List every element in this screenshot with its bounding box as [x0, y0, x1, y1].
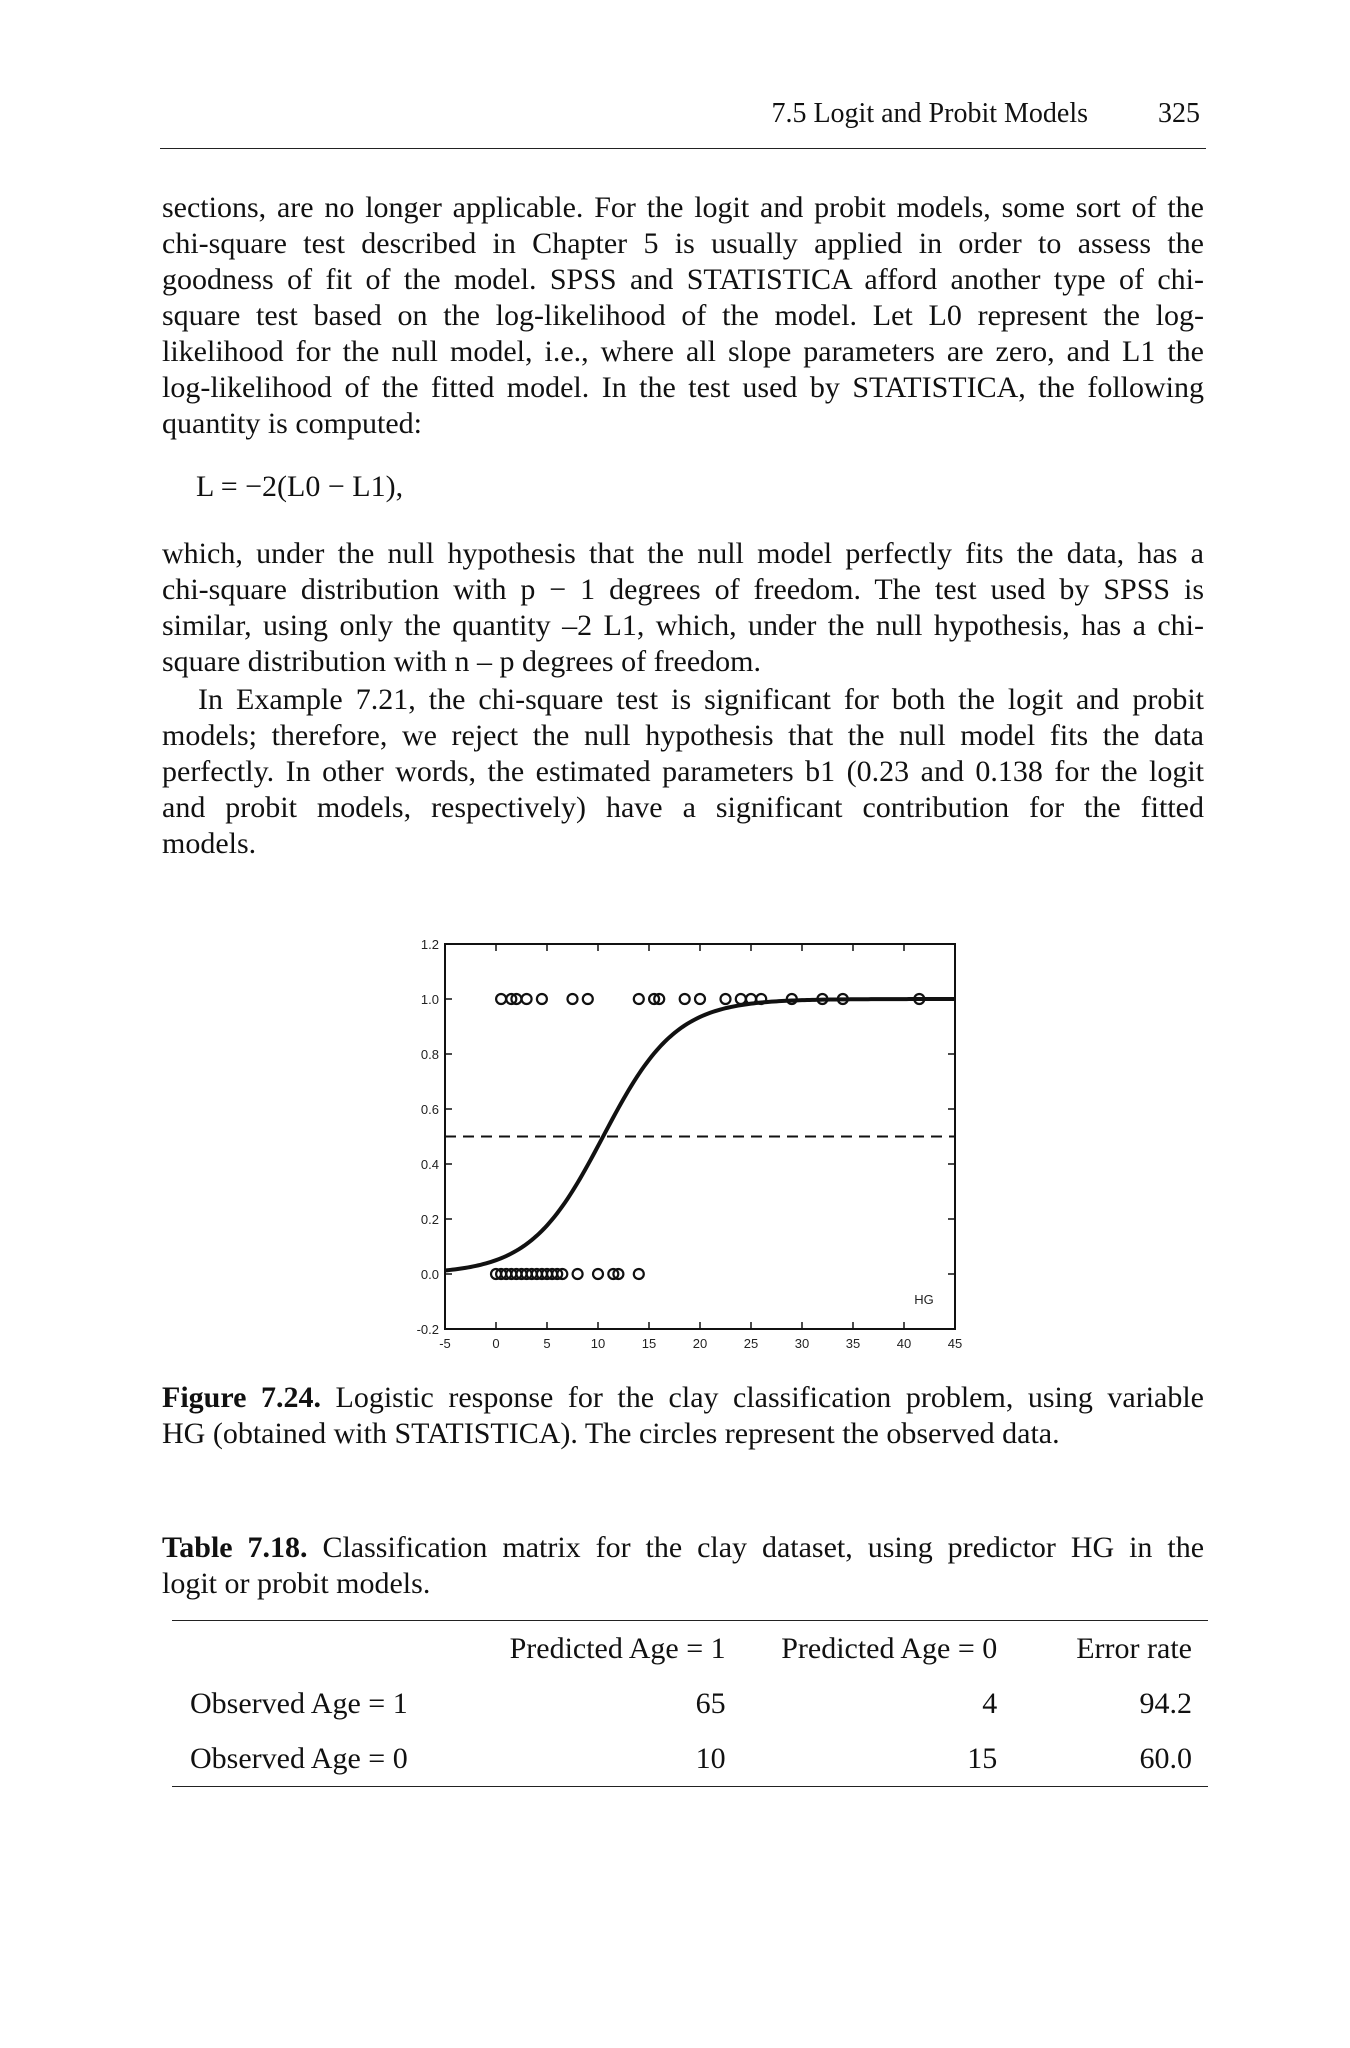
- data-point: [522, 994, 532, 1004]
- data-point: [593, 1269, 603, 1279]
- text-line: square distribution with n – p degrees of freedom.: [162, 645, 762, 678]
- data-point: [568, 994, 578, 1004]
- x-tick-label: 35: [845, 1336, 861, 1351]
- y-tick-label: 0.6: [420, 1102, 439, 1117]
- table-label: Table 7.18.: [162, 1531, 308, 1564]
- data-point: [721, 994, 731, 1004]
- x-tick-labels: [439, 1336, 962, 1351]
- table-cell: 94.2: [1139, 1686, 1192, 1720]
- table-header-row: [172, 1621, 1208, 1677]
- x-tick-label: 20: [692, 1336, 708, 1351]
- text-line: chi-square distribution with p − 1 degrees of freedom. The test used by SPSS is: [162, 573, 1204, 606]
- x-tick-label: 30: [794, 1336, 810, 1351]
- text-line: chi-square test described in Chapter 5 is usually applied in order to assess the: [162, 227, 1204, 260]
- classification-table-wrap: [172, 1620, 1208, 1787]
- text-line: sections, are no longer applicable. For the logit and probit models, some sort of the: [162, 191, 1204, 224]
- header-cell: Predicted Age = 0: [781, 1631, 998, 1665]
- data-point: [680, 994, 690, 1004]
- text-line: models; therefore, we reject the null hypothesis that the null model fits the data: [162, 719, 1204, 752]
- data-point: [695, 994, 705, 1004]
- data-point: [496, 994, 506, 1004]
- text-line: perfectly. In other words, the estimated parameters b1 (0.23 and 0.138 for the logit: [162, 755, 1204, 788]
- caption-text: HG (obtained with STATISTICA). The circles represent the observed data.: [162, 1417, 1060, 1450]
- logistic-curve: [445, 999, 955, 1270]
- y-tick-label: 0.8: [420, 1047, 439, 1062]
- figure-label: Figure 7.24.: [162, 1381, 321, 1414]
- x-tick-label: 5: [543, 1336, 551, 1351]
- x-tick-label: 10: [590, 1336, 606, 1351]
- data-point: [537, 994, 547, 1004]
- text-line: which, under the null hypothesis that the null model perfectly fits the data, has a: [162, 537, 1204, 570]
- data-point: [573, 1269, 583, 1279]
- data-point: [583, 994, 593, 1004]
- table-cell: 15: [967, 1741, 998, 1775]
- y-tick-label: 0.4: [420, 1157, 439, 1172]
- text-line: log-likelihood of the fitted model. In the test used by STATISTICA, the following: [162, 371, 1204, 404]
- text-line: goodness of fit of the model. SPSS and STATISTICA afford another type of chi-: [162, 263, 1204, 296]
- y-tick-label: 1.2: [420, 937, 439, 952]
- table-cell: 4: [982, 1686, 998, 1720]
- table-cell: 60.0: [1139, 1741, 1192, 1775]
- equation: L = −2(L0 − L1),: [196, 470, 404, 503]
- text-line: likelihood for the null model, i.e., where all slope parameters are zero, and L1 the: [162, 335, 1204, 368]
- x-tick-label: 0: [492, 1336, 500, 1351]
- x-tick-label: 45: [947, 1336, 963, 1351]
- row-label: Observed Age = 0: [190, 1741, 408, 1775]
- text-line: In Example 7.21, the chi-square test is significant for both the logit and probit: [198, 683, 1204, 716]
- data-point: [736, 994, 746, 1004]
- figure-caption: [162, 1380, 1204, 1452]
- text-line: and probit models, respectively) have a significant contribution for the fitted: [162, 791, 1204, 824]
- caption-text: logit or probit models.: [162, 1567, 431, 1600]
- table-cell: 65: [695, 1686, 726, 1720]
- y-tick-labels: [417, 937, 439, 1337]
- x-axis-label: HG: [914, 1292, 934, 1307]
- x-tick-label: 25: [743, 1336, 759, 1351]
- classification-matrix: [172, 1620, 1208, 1787]
- y-tick-label: 1.0: [420, 992, 439, 1007]
- data-point: [634, 994, 644, 1004]
- data-point: [634, 1269, 644, 1279]
- text-line: similar, using only the quantity –2 L1, which, under the null hypothesis, has a chi-: [162, 609, 1204, 642]
- table-row: [172, 1731, 1208, 1787]
- text-line: models.: [162, 827, 257, 860]
- header-cell: Error rate: [1076, 1631, 1192, 1665]
- x-tick-label: 40: [896, 1336, 912, 1351]
- text-line: quantity is computed:: [162, 407, 422, 440]
- table-caption: [162, 1530, 1204, 1602]
- row-label: Observed Age = 1: [190, 1686, 408, 1720]
- x-tick-label: 15: [641, 1336, 657, 1351]
- x-tick-label: -5: [439, 1336, 451, 1351]
- table-row: [172, 1676, 1208, 1731]
- table-cell: 10: [695, 1741, 726, 1775]
- y-tick-label: 0.0: [420, 1267, 439, 1282]
- running-title: 7.5 Logit and Probit Models: [771, 98, 1088, 129]
- header-cell: [172, 1621, 464, 1677]
- page-number: 325: [1158, 98, 1200, 129]
- header-cell: Predicted Age = 1: [509, 1631, 726, 1665]
- y-tick-label: -0.2: [416, 1322, 439, 1337]
- text-line: square test based on the log-likelihood of the model. Let L0 represent the log-: [162, 299, 1204, 332]
- caption-text: Logistic response for the clay classification problem, using variable: [320, 1381, 1204, 1414]
- y-tick-label: 0.2: [420, 1212, 439, 1227]
- caption-text: Classification matrix for the clay dataset, using predictor HG in the: [307, 1531, 1205, 1564]
